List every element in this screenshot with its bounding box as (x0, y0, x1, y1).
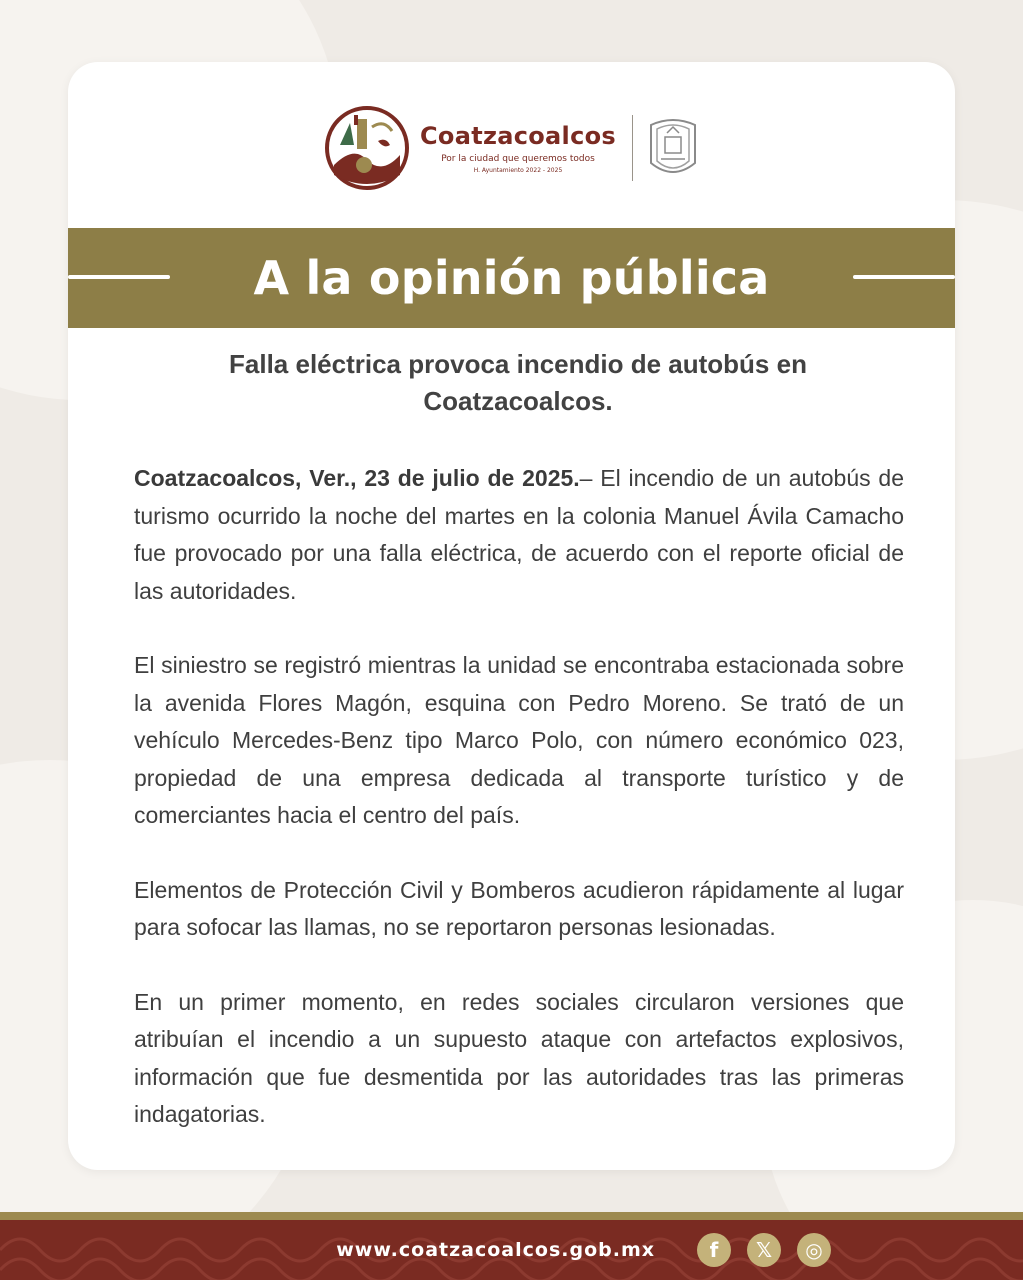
facebook-icon[interactable]: f (697, 1233, 731, 1267)
website-link[interactable]: www.coatzacoalcos.gob.mx (336, 1239, 655, 1261)
article-body (134, 460, 904, 1170)
paragraph-4: En un primer momento, en redes sociales circularon versiones que atribuían el incendio a un supuesto ataque con artefactos explosivos, información que fue desmentida por las autoridades tras las primeras indagatorias. (134, 988, 904, 1127)
footer-bar (0, 1220, 1023, 1280)
page-title: A la opinión pública (253, 251, 770, 305)
brand-subtag: H. Ayuntamiento 2022 - 2025 (473, 167, 563, 174)
municipal-seal-logo (647, 115, 699, 181)
banner-line-right (853, 275, 955, 279)
banner-line-left (68, 275, 170, 279)
brand-name: Coatzacoalcos (420, 122, 616, 150)
logo-divider (632, 115, 633, 181)
press-release-card (68, 62, 955, 1170)
footer-gold-stripe (0, 1212, 1023, 1220)
paragraph-3: Elementos de Protección Civil y Bomberos acudieron rápidamente al lugar para sofocar las llamas, no se reportaron personas lesionadas. (134, 876, 904, 940)
x-icon[interactable]: 𝕏 (747, 1233, 781, 1267)
paragraph-2: El siniestro se registró mientras la unidad se encontraba estacionada sobre la avenida Flores Magón, esquina con Pedro Moreno. Se trató de un vehículo Mercedes-Benz tipo Marco Polo, con número económico 023, propiedad de una empresa dedicada al transporte turístico y de comerciantes hacia el centro del país. (134, 652, 904, 828)
city-emblem-logo (324, 105, 410, 191)
paragraph-1 (134, 460, 904, 610)
header-logos (68, 98, 955, 198)
dateline: Coatzacoalcos, Ver., 23 de julio de 2025. (134, 465, 580, 491)
title-banner (68, 228, 955, 328)
brand-tagline: Por la ciudad que queremos todos (441, 154, 595, 164)
headline: Falla eléctrica provoca incendio de autobús en Coatzacoalcos. (229, 349, 807, 416)
instagram-icon[interactable]: ◎ (797, 1233, 831, 1267)
paragraph-1-text: – El incendio de un autobús de turismo ocurrido la noche del martes en la colonia Manuel Ávila Camacho fue provocado por una falla eléctrica, de acuerdo con el reporte oficial de las autoridades. (134, 465, 904, 604)
